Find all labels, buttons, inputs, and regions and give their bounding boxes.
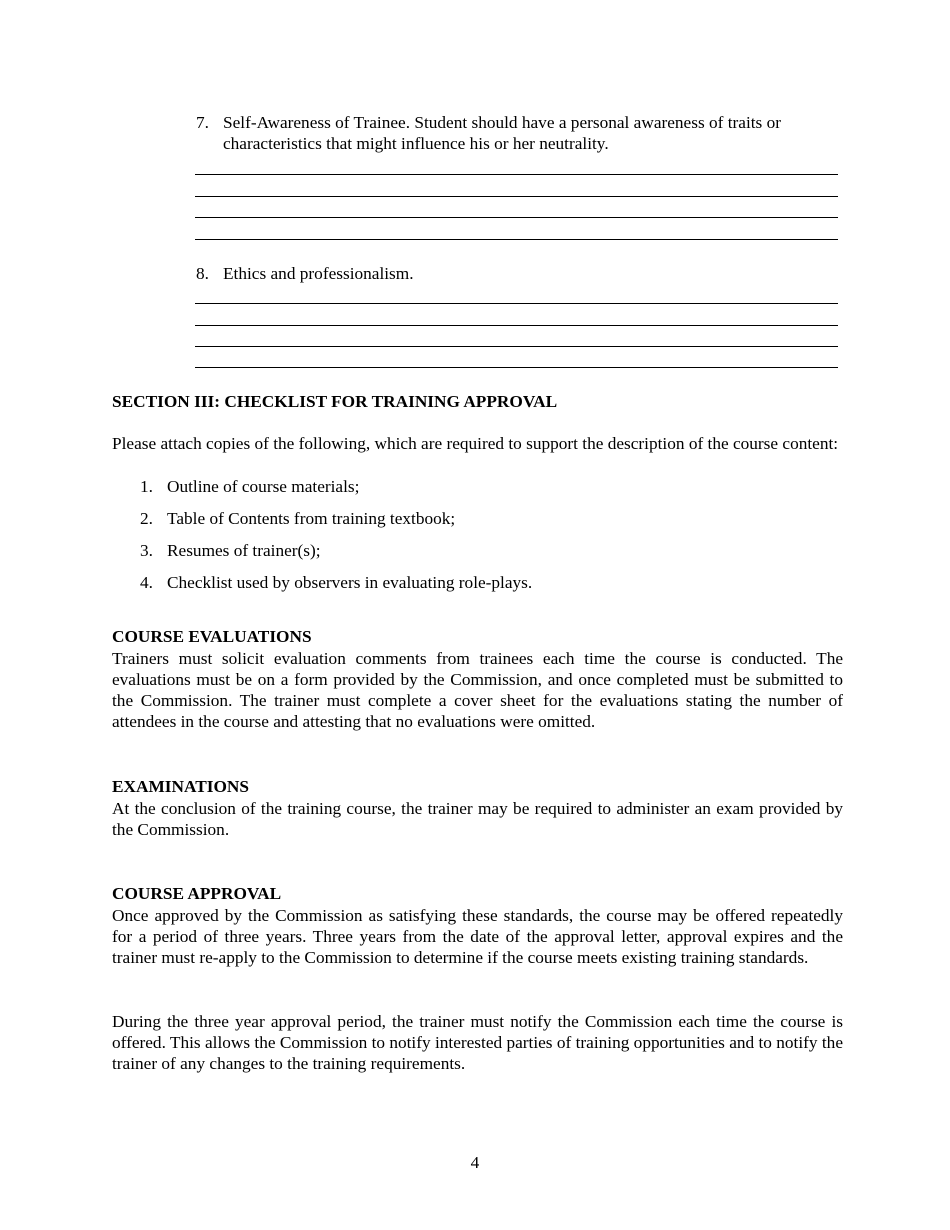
answer-line: [195, 325, 838, 326]
examinations-heading: EXAMINATIONS: [112, 777, 249, 796]
answer-line: [195, 174, 838, 175]
course-approval-heading: COURSE APPROVAL: [112, 884, 282, 903]
checklist-text: Table of Contents from training textbook;: [167, 509, 456, 528]
course-approval-text: Once approved by the Commission as satisfying these standards, the course may be offered repeatedly for a period of three years. Three years from the date of the approval letter, approval expires and the trainer must re-apply to the Commission to determine if the course meets existing training standards.: [112, 906, 843, 967]
answer-line: [195, 217, 838, 218]
course-evaluations-heading: COURSE EVALUATIONS: [112, 627, 312, 646]
checklist-item: [140, 540, 321, 561]
checklist-number: 4.: [140, 573, 153, 592]
checklist-text: Outline of course materials;: [167, 477, 360, 496]
question-8: [196, 263, 836, 284]
checklist-text: Checklist used by observers in evaluating role-plays.: [167, 573, 533, 592]
page-number: 4: [470, 1153, 480, 1172]
answer-line: [195, 239, 838, 240]
checklist-item: [140, 508, 455, 529]
checklist-number: 2.: [140, 509, 153, 528]
answer-line: [195, 367, 838, 368]
answer-line: [195, 303, 838, 304]
checklist-number: 3.: [140, 541, 153, 560]
course-evaluations-text: Trainers must solicit evaluation comments from trainees each time the course is conducted. The evaluations must be on a form provided by the Commission, and once completed must be submitted to the Commission. The trainer must complete a cover sheet for the evaluations stating the number of attendees in the course and attesting that no evaluations were omitted.: [112, 649, 843, 731]
answer-line: [195, 196, 838, 197]
examinations-text: At the conclusion of the training course, the trainer may be required to administer an exam provided by the Commission.: [112, 799, 843, 839]
checklist-text: Resumes of trainer(s);: [167, 541, 321, 560]
checklist-item: [140, 572, 532, 593]
course-approval-notice-text: During the three year approval period, the trainer must notify the Commission each time the course is offered. This allows the Commission to notify interested parties of training opportunities and to notify the trainer of any changes to the training requirements.: [112, 1012, 843, 1073]
question-text: Self-Awareness of Trainee. Student should have a personal awareness of traits or characteristics that might influence his or her neutrality.: [223, 113, 781, 153]
question-number: 7.: [196, 113, 209, 132]
checklist-number: 1.: [140, 477, 153, 496]
answer-line: [195, 346, 838, 347]
section-3-heading: SECTION III: CHECKLIST FOR TRAINING APPROVAL: [112, 392, 558, 411]
question-number: 8.: [196, 264, 209, 283]
section-3-intro: Please attach copies of the following, which are required to support the description of the course content:: [112, 434, 839, 453]
checklist-item: [140, 476, 359, 497]
question-text: Ethics and professionalism.: [223, 264, 414, 283]
question-7: [196, 112, 836, 154]
